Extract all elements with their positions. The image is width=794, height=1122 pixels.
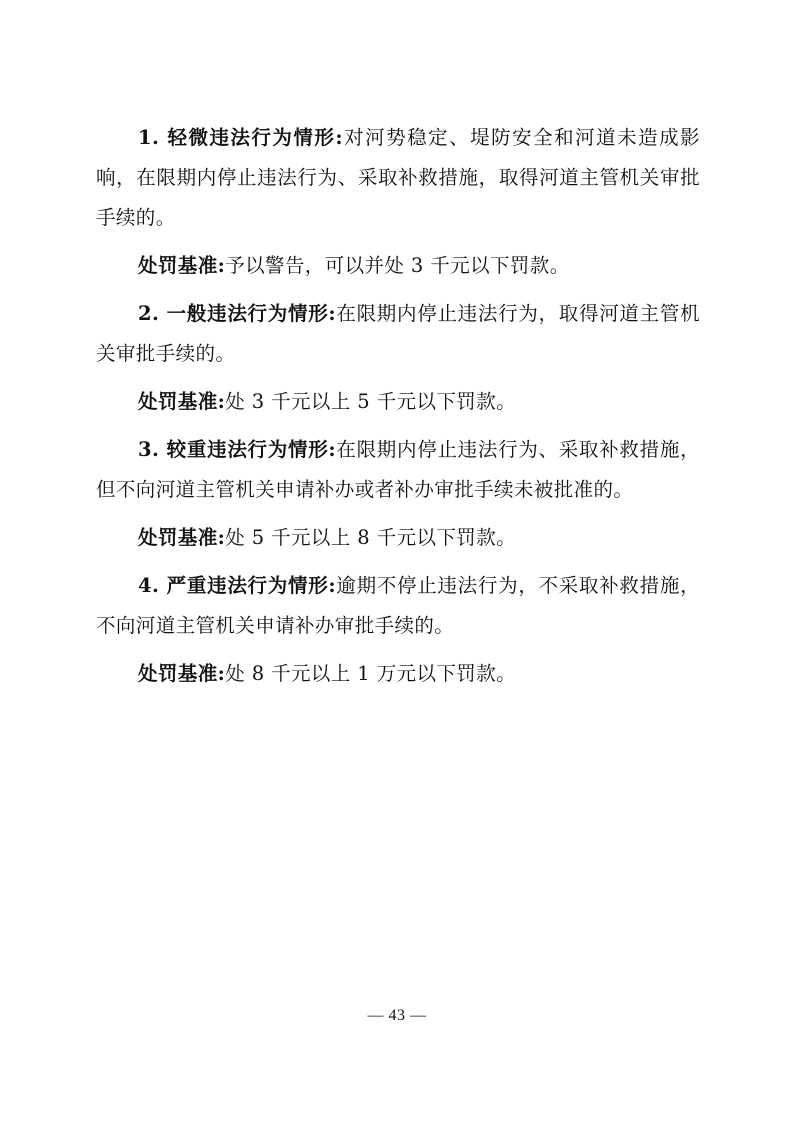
penalty-severe-text: 处 8 千元以上 1 万元以下罚款。 [225, 662, 517, 685]
penalty-serious [96, 518, 700, 558]
case-general [96, 294, 700, 374]
penalty-serious-text: 处 5 千元以上 8 千元以下罚款。 [225, 526, 517, 549]
penalty-general-heading: 处罚基准: [138, 390, 226, 413]
penalty-minor [96, 246, 700, 286]
case-serious-text: 在限期内停止违法行为、采取补救措施，但不向河道主管机关申请补办或者补办审批手续未被批准的。 [96, 438, 700, 501]
case-minor-text: 对河势稳定、堤防安全和河道未造成影响，在限期内停止违法行为、采取补救措施，取得河道主管机关审批手续的。 [96, 126, 700, 229]
penalty-serious-heading: 处罚基准: [138, 526, 226, 549]
document-body [96, 118, 700, 702]
penalty-severe-heading: 处罚基准: [138, 662, 226, 685]
penalty-general [96, 382, 700, 422]
case-severe-text: 逾期不停止违法行为，不采取补救措施，不向河道主管机关申请补办审批手续的。 [96, 574, 700, 637]
penalty-general-text: 处 3 千元以上 5 千元以下罚款。 [225, 390, 517, 413]
penalty-severe [96, 654, 700, 694]
case-severe-heading: 4. 严重违法行为情形: [138, 574, 337, 597]
penalty-minor-text: 予以警告，可以并处 3 千元以下罚款。 [225, 254, 570, 277]
case-severe [96, 566, 700, 646]
case-minor [96, 118, 700, 238]
penalty-minor-heading: 处罚基准: [138, 254, 226, 277]
case-general-heading: 2. 一般违法行为情形: [138, 302, 337, 325]
case-serious-heading: 3. 较重违法行为情形: [138, 438, 337, 461]
case-general-text: 在限期内停止违法行为，取得河道主管机关审批手续的。 [96, 302, 700, 365]
case-serious [96, 430, 700, 510]
case-minor-heading: 1. 轻微违法行为情形: [138, 126, 344, 149]
page-number: — 43 — [367, 1007, 427, 1024]
